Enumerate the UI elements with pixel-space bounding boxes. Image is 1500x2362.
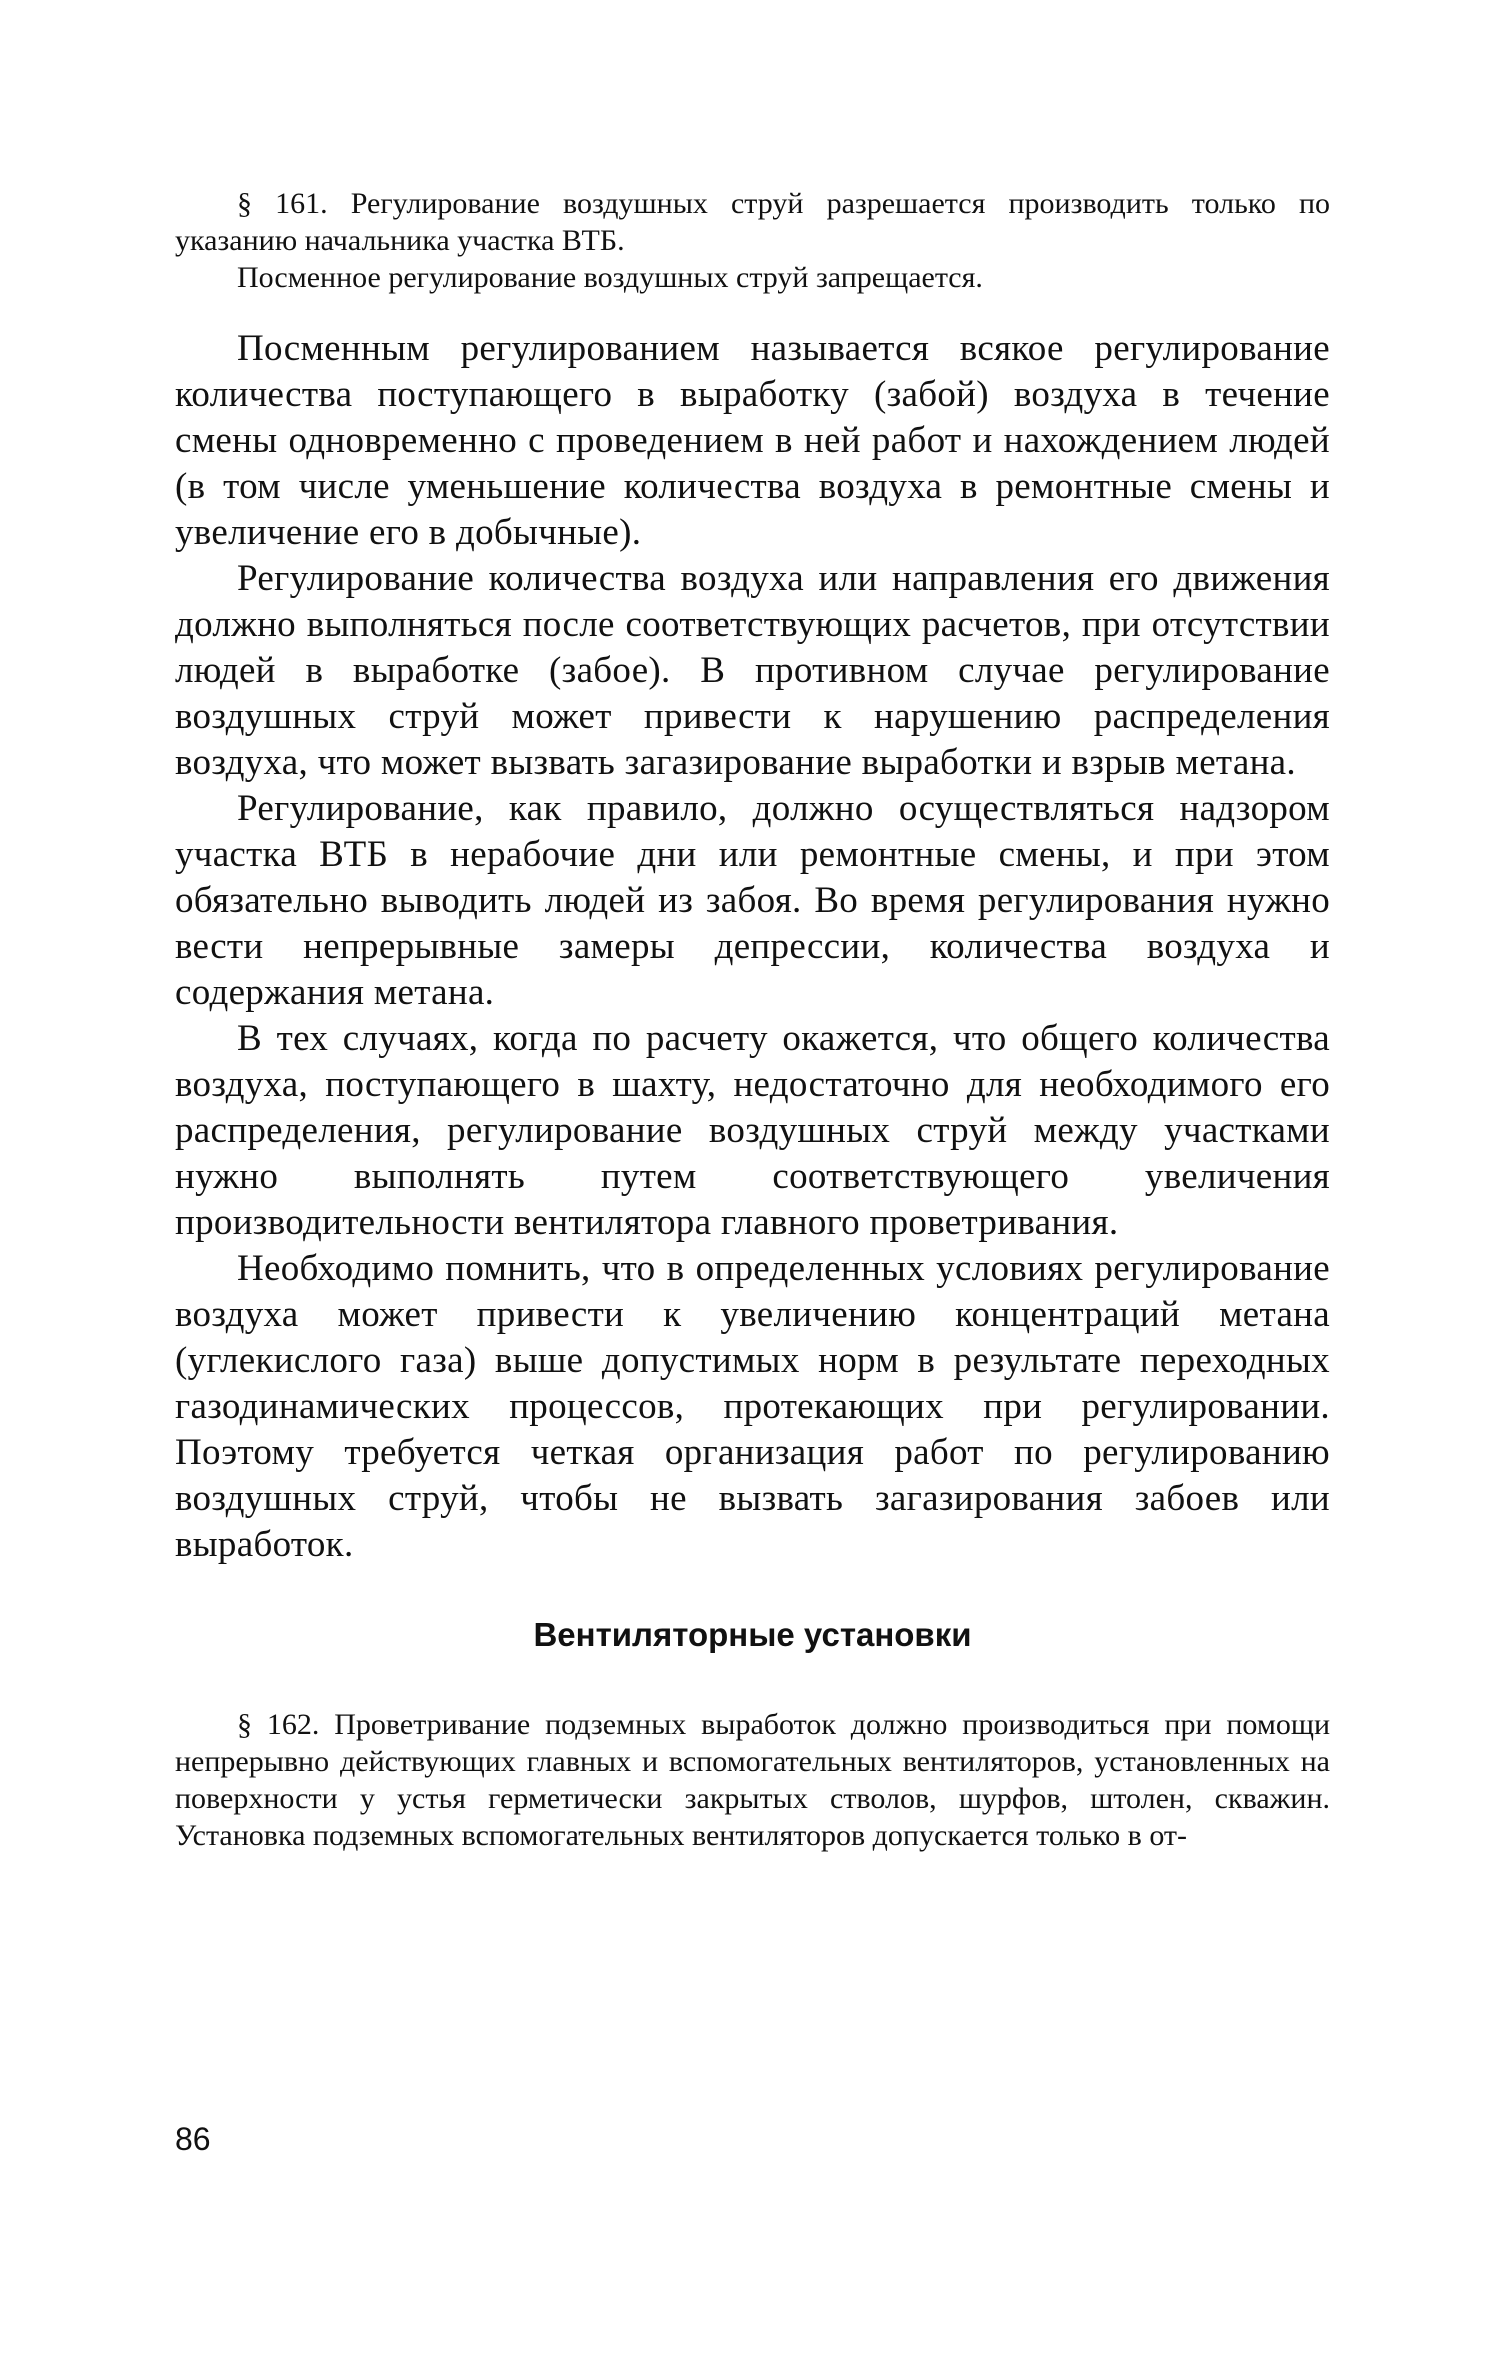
- comment-paragraph: В тех случаях, когда по расчету окажется, что общего количества воздуха, поступающего в шахту, недостаточно для необходимого его распределения, регулирование воздушных струй между участками нужно выполнять путем соответствующего увеличения производительности вентилятора главного проветривания.: [175, 1018, 1330, 1243]
- section-162: [175, 1706, 1330, 1854]
- comment-paragraph: Регулирование, как правило, должно осуществляться надзором участка ВТБ в нерабочие дни или ремонтные смены, и при этом обязательно выводить людей из забоя. Во время регулирования нужно вести непрерывные замеры депрессии, количества воздуха и содержания метана.: [175, 788, 1330, 1013]
- rule-161-text-2: Посменное регулирование воздушных струй запрещается.: [237, 261, 983, 294]
- section-161: [175, 185, 1330, 296]
- page-body: [175, 185, 1330, 1854]
- comment-paragraph: Посменным регулированием называется всякое регулирование количества поступающего в выработку (забой) воздуха в течение смены одновременно с проведением в ней работ и нахождением людей (в том числе уменьшение количества воздуха в ремонтные смены и увеличение его в добычные).: [175, 328, 1330, 553]
- section-heading: Вентиляторные установки: [533, 1616, 972, 1653]
- rule-161-text: § 161. Регулирование воздушных струй разрешается производить только по указанию начальника участка ВТБ.: [175, 187, 1330, 257]
- comment-paragraph: Регулирование количества воздуха или направления его движения должно выполняться после соответствующих расчетов, при отсутствии людей в выработке (забое). В противном случае регулирование воздушных струй может привести к нарушению распределения воздуха, что может вызвать загазирование выработки и взрыв метана.: [175, 558, 1330, 783]
- page-number: 86: [175, 2121, 211, 2157]
- rule-162-text: § 162. Проветривание подземных выработок должно производиться при помощи непрерывно действующих главных и вспомогательных вентиляторов, установленных на поверхности у устья герметически закрытых стволов, шурфов, штолен, скважин. Установка подземных вспомогательных вентиляторов допускается только в от-: [175, 1708, 1330, 1852]
- comment-block: [175, 326, 1330, 1568]
- comment-paragraph: Необходимо помнить, что в определенных условиях регулирование воздуха может привести к увеличению концентраций метана (углекислого газа) выше допустимых норм в результате переходных газодинамических процессов, протекающих при регулировании. Поэтому требуется четкая организация работ по регулированию воздушных струй, чтобы не вызвать загазирования забоев или выработок.: [175, 1248, 1330, 1565]
